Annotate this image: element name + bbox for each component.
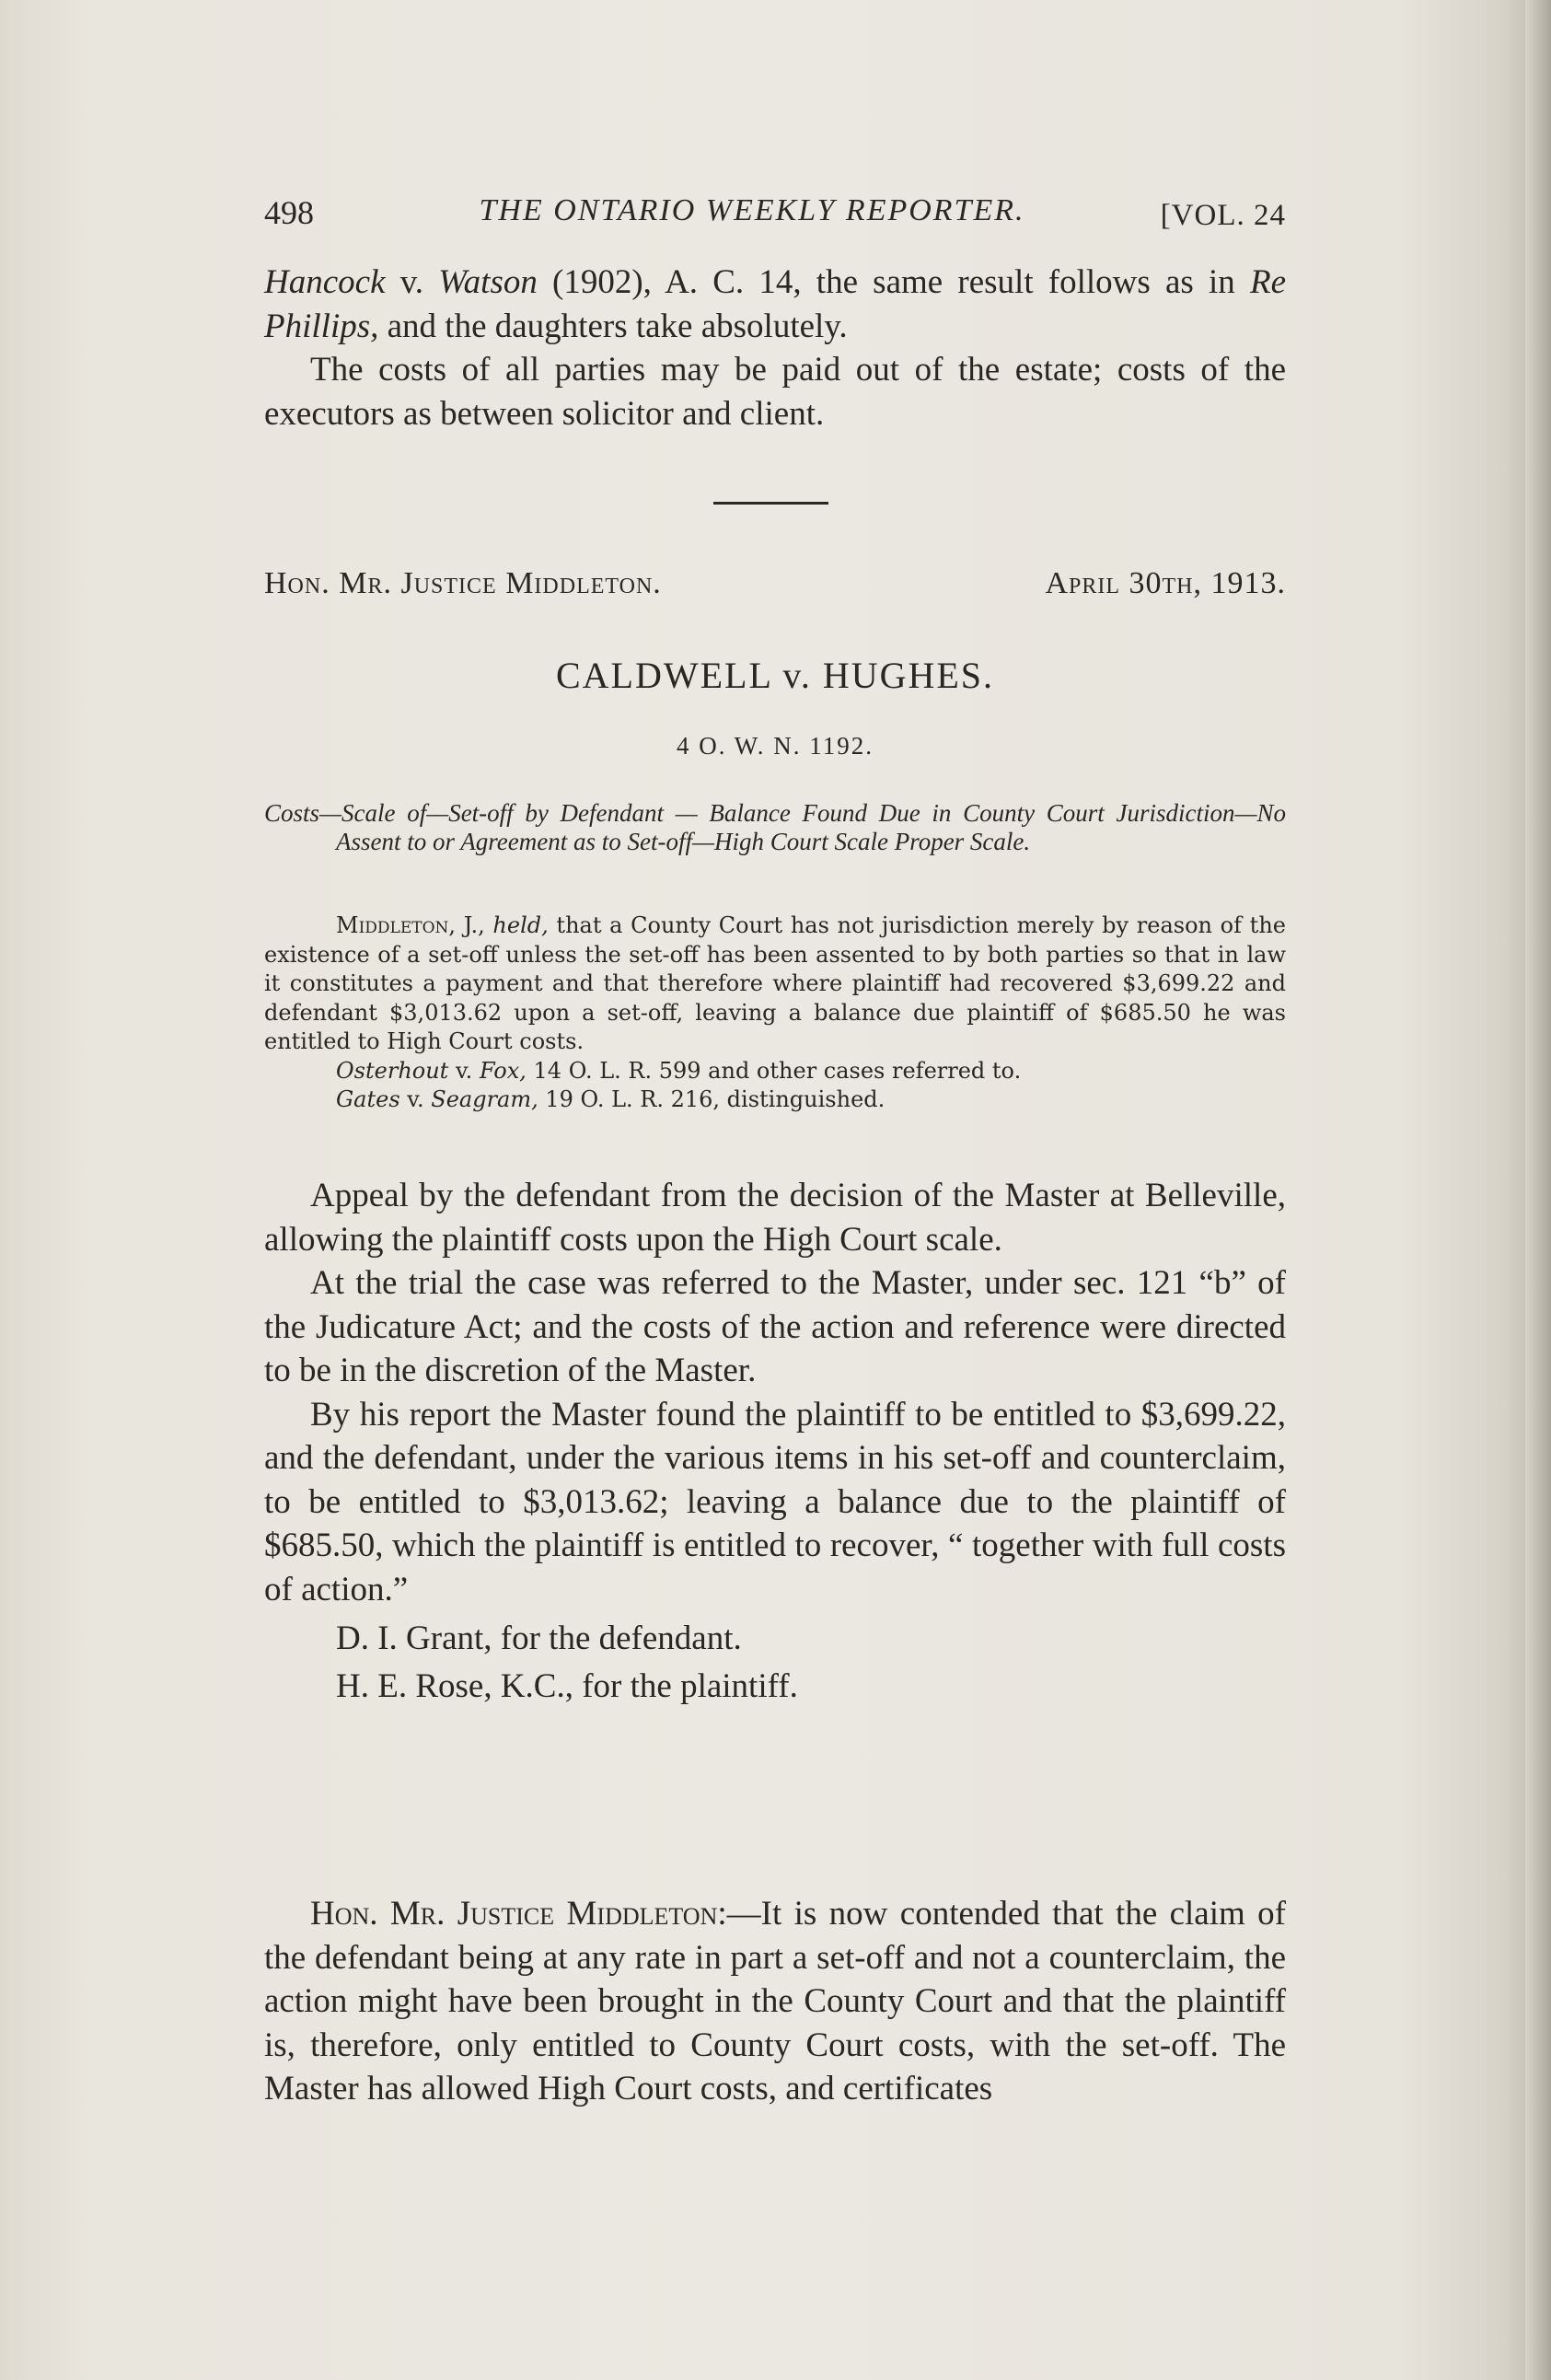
body-paragraph-1: Appeal by the defendant from the decision of the Master at Belleville, allowing the plaintiff costs upon the High Court scale.: [264, 1177, 1286, 1259]
judgment-paragraph: Hon. Mr. Justice Middleton:—It is now contended that the claim of the defendant being at any rate in part a set-off and not a counterclaim, the action might have been brought in the County Court and that the plaintiff is, therefore, only entitled to County Court costs, with the set-off. The Master has allowed High Court costs, and certificates: [264, 1895, 1286, 2107]
headnote: [264, 799, 1286, 856]
page-number: 498: [264, 194, 314, 231]
intro-section: [264, 261, 1286, 435]
case-title: CALDWELL v. HUGHES.: [555, 655, 995, 696]
case-citation: 4 O. W. N. 1192.: [676, 732, 874, 760]
section-divider: [713, 502, 828, 505]
counsel-plaintiff: H. E. Rose, K.C., for the plaintiff.: [336, 1667, 798, 1705]
volume-number: [VOL. 24: [1160, 199, 1286, 232]
judgment-section: [264, 1892, 1286, 2111]
judge-ref: Middleton, J.,: [336, 912, 485, 938]
counsel-defendant: D. I. Grant, for the defendant.: [336, 1620, 742, 1657]
page-edge-shadow: [1525, 0, 1551, 2380]
summary-reference-2: Gates v. Seagram, 19 O. L. R. 216, distinguished.: [336, 1086, 885, 1112]
summary-holding: Middleton, J., held, that a County Court has not jurisdiction merely by reason of the existence of a set-off unless the set-off has been assented to by both parties so that in law it constitutes a payment and that therefore where plaintiff had recovered $3,699.22 and defendant $3,013.62 upon a set-off, leaving a balance due plaintiff of $685.50 he was entitled to High Court costs.: [264, 912, 1286, 1054]
judge-name: Hon. Mr. Justice Middleton.: [264, 566, 662, 600]
running-title: THE ONTARIO WEEKLY REPORTER.: [479, 193, 1025, 227]
opinion-body: [264, 1174, 1286, 1711]
summary-reference-1: Osterhout v. Fox, 14 O. L. R. 599 and other cases referred to.: [336, 1057, 1022, 1084]
headnote-text: Costs—Scale of—Set-off by Defendant — Balance Found Due in County Court Jurisdiction—No Assent to or Agreement as to Set-off—High Court Scale Proper Scale.: [264, 799, 1286, 855]
body-paragraph-2: At the trial the case was referred to the Master, under sec. 121 “b” of the Judicature Act; and the costs of the action and reference were directed to be in the discretion of the Master.: [264, 1264, 1286, 1389]
intro-paragraph-1: Hancock v. Watson (1902), A. C. 14, the same result follows as in Re Phillips, and the daughters take absolutely.: [264, 263, 1286, 345]
running-header: [264, 193, 1286, 249]
case-summary: [264, 911, 1286, 1115]
case-name: Watson: [438, 263, 538, 301]
case-name: Re Phillips,: [264, 263, 1286, 345]
decision-date: April 30th, 1913.: [1045, 566, 1286, 600]
intro-paragraph-2: The costs of all parties may be paid out of the estate; costs of the executors as between solicitor and client.: [264, 351, 1286, 433]
judgment-speaker: Hon. Mr. Justice Middleton: [310, 1895, 718, 1933]
body-paragraph-3: By his report the Master found the plaintiff to be entitled to $3,699.22, and the defendant, under the various items in his set-off and counterclaim, to be entitled to $3,013.62; leaving a balance due to the plaintiff of $685.50, which the plaintiff is entitled to recover, “ together with full costs of action.”: [264, 1395, 1286, 1608]
case-name: Hancock: [264, 263, 386, 301]
